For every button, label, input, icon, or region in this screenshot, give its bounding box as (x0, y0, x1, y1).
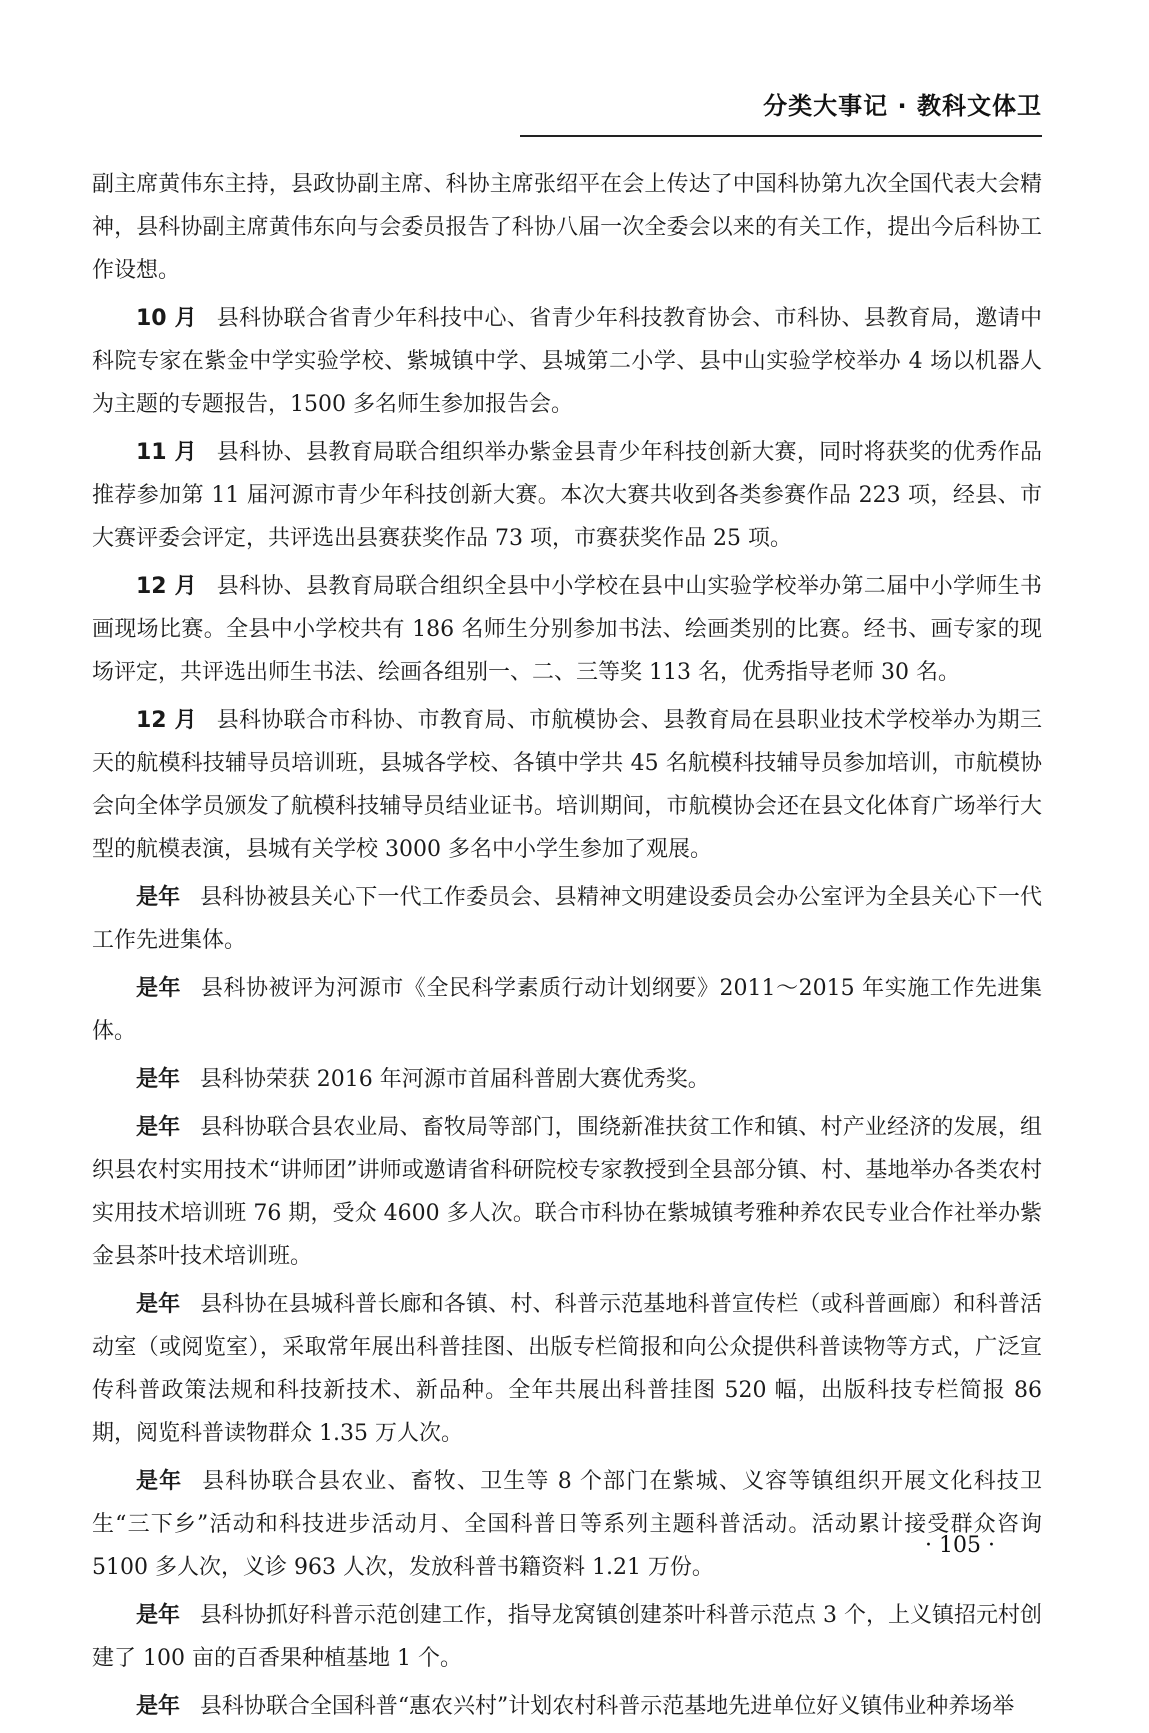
entry-date: 是年 (136, 1067, 181, 1092)
entry-date: 11 月 (136, 440, 197, 465)
entry-year-2 (92, 967, 1042, 1053)
entry-november (92, 431, 1042, 560)
entry-text: 县科协联合市科协、市教育局、市航模协会、县教育局在县职业技术学校举办为期三天的航模科技辅导员培训班，县城各学校、各镇中学共 45 名航模科技辅导员参加培训，市航模协会向全体学员颁发了航模科技辅导员结业证书。培训期间，市航模协会还在县文化体育广场举行大型的航模表演，县城有关学校 3000 多名中小学生参加了观展。 (92, 708, 1042, 862)
entry-year-7 (92, 1594, 1042, 1680)
entry-text: 县科协在县城科普长廊和各镇、村、科普示范基地科普宣传栏（或科普画廊）和科普活动室（或阅览室），采取常年展出科普挂图、出版专栏简报和向公众提供科普读物等方式，广泛宣传科普政策法规和科技新技术、新品种。全年共展出科普挂图 520 幅，出版科技专栏简报 86 期，阅览科普读物群众 1.35 万人次。 (92, 1292, 1042, 1446)
entry-year-5 (92, 1283, 1042, 1455)
entry-text: 县科协被县关心下一代工作委员会、县精神文明建设委员会办公室评为全县关心下一代工作先进集体。 (92, 885, 1042, 953)
entry-text: 县科协、县教育局联合组织全县中小学校在县中山实验学校举办第二届中小学师生书画现场比赛。全县中小学校共有 186 名师生分别参加书法、绘画类别的比赛。经书、画专家的现场评定，共评选出师生书法、绘画各组别一、二、三等奖 113 名，优秀指导老师 30 名。 (92, 574, 1042, 685)
entry-december-1 (92, 565, 1042, 694)
entry-date: 是年 (136, 1469, 183, 1494)
paragraph-continuation (92, 163, 1042, 292)
header-separator: · (897, 92, 908, 120)
entry-date: 10 月 (136, 306, 197, 331)
entry-date: 是年 (136, 1115, 181, 1140)
entry-text: 县科协荣获 2016 年河源市首届科普剧大赛优秀奖。 (199, 1067, 710, 1092)
paragraph-text: 副主席黄伟东主持，县政协副主席、科协主席张绍平在会上传达了中国科协第九次全国代表大会精神，县科协副主席黄伟东向与会委员报告了科协八届一次全委会以来的有关工作，提出今后科协工作设想。 (92, 172, 1042, 283)
page-number: · 105 · (925, 1533, 995, 1558)
entry-text: 县科协联合县农业局、畜牧局等部门，围绕新准扶贫工作和镇、村产业经济的发展，组织县农村实用技术“讲师团”讲师或邀请省科研院校专家教授到全县部分镇、村、基地举办各类农村实用技术培训班 76 期，受众 4600 多人次。联合市科协在紫城镇考雅种养农民专业合作社举办紫金县茶叶技术培训班。 (92, 1115, 1042, 1269)
entry-text: 县科协联合全国科普“惠农兴村”计划农村科普示范基地先进单位好义镇伟业种养场举 (199, 1694, 1015, 1719)
running-header (520, 86, 1042, 121)
entry-text: 县科协被评为河源市《全民科学素质行动计划纲要》2011～2015 年实施工作先进集体。 (92, 976, 1042, 1044)
body-text (92, 163, 1042, 1733)
entry-text: 县科协联合省青少年科技中心、省青少年科技教育协会、市科协、县教育局，邀请中科院专家在紫金中学实验学校、紫城镇中学、县城第二小学、县中山实验学校举办 4 场以机器人为主题的专题报告，1500 多名师生参加报告会。 (92, 306, 1042, 417)
entry-date: 是年 (136, 1292, 181, 1317)
entry-year-3 (92, 1058, 1042, 1101)
entry-year-4 (92, 1106, 1042, 1278)
entry-text: 县科协、县教育局联合组织举办紫金县青少年科技创新大赛，同时将获奖的优秀作品推荐参加第 11 届河源市青少年科技创新大赛。本次大赛共收到各类参赛作品 223 项，经县、市大赛评委会评定，共评选出县赛获奖作品 73 项，市赛获奖作品 25 项。 (92, 440, 1042, 551)
entry-year-1 (92, 876, 1042, 962)
entry-year-8 (92, 1685, 1042, 1728)
header-subsection: 教科文体卫 (917, 92, 1042, 120)
entry-text: 县科协联合县农业、畜牧、卫生等 8 个部门在紫城、义容等镇组织开展文化科技卫生“三下乡”活动和科技进步活动月、全国科普日等系列主题科普活动。活动累计接受群众咨询 5100 多人次，义诊 963 人次，发放科普书籍资料 1.21 万份。 (92, 1469, 1042, 1580)
entry-date: 12 月 (136, 708, 197, 733)
header-rule (520, 135, 1042, 137)
entry-date: 12 月 (136, 574, 197, 599)
entry-december-2 (92, 699, 1042, 871)
entry-date: 是年 (136, 885, 181, 910)
entry-text: 县科协抓好科普示范创建工作，指导龙窝镇创建茶叶科普示范点 3 个，上义镇招元村创建了 100 亩的百香果种植基地 1 个。 (92, 1603, 1042, 1671)
entry-year-6 (92, 1460, 1042, 1589)
entry-date: 是年 (136, 1694, 181, 1719)
entry-october (92, 297, 1042, 426)
header-section: 分类大事记 (763, 92, 889, 120)
entry-date: 是年 (136, 976, 182, 1001)
entry-date: 是年 (136, 1603, 181, 1628)
